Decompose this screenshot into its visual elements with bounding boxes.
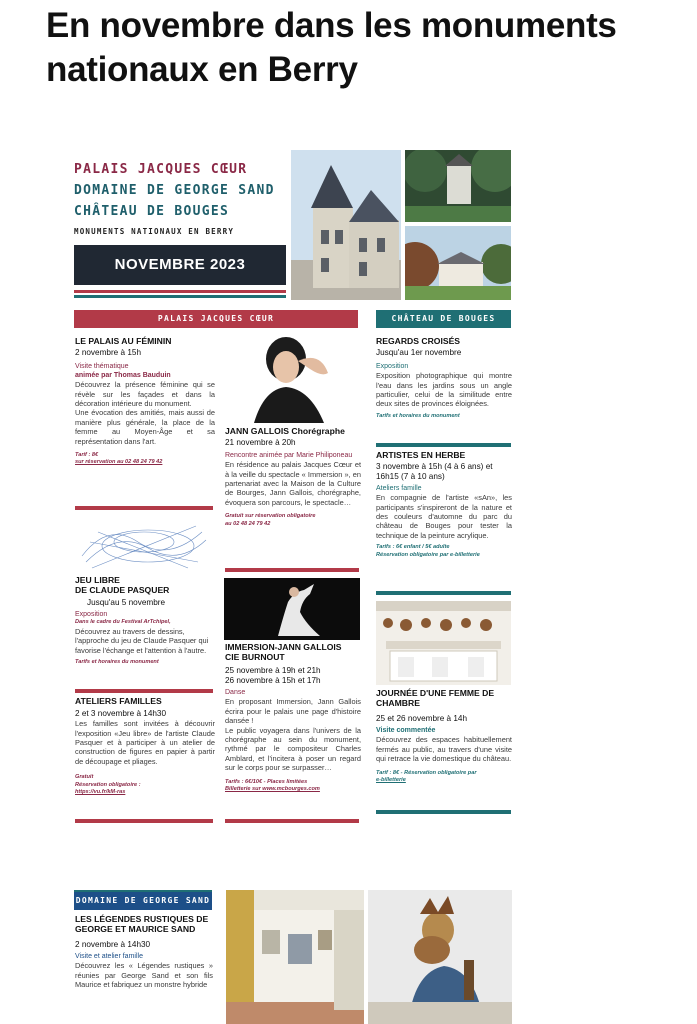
event-date-2: 26 novembre à 15h et 17h [225,676,321,686]
header-stripe-teal [74,295,286,298]
event-text: Découvrez des espaces habituellement fermés au public, au travers d'une visite qui retrace la vie domestique du château. [376,735,512,764]
event-text: En résidence au palais Jacques Cœur et à la veille du spectacle « Immersion », en partenariat avec la Maison de la Culture de Bourges, Jann Gallois, chorégraphe, évoquera son parcours, le spectacle… [225,460,361,507]
rule-ev4 [75,819,213,823]
event-title: JEU LIBRE [75,575,120,585]
month-banner: NOVEMBRE 2023 [74,245,286,285]
event-legendes-rustiques [75,914,213,990]
event-femme-de-chambre [376,688,512,784]
flyer-title-palais: PALAIS JACQUES CŒUR [74,162,248,177]
event-text: Découvrez au travers de dessins, l'approche du jeu de Claude Pasquer qui favorise l'échange et l'attention à l'autre. [75,626,209,655]
kitchen-photo [376,601,511,685]
event-flyer [72,150,516,828]
event-text: En proposant Immersion, Jann Gallois écrira pour le palais une page d'histoire dansée ! [225,697,361,726]
event-palais-feminin [75,336,215,467]
garden-photo [405,150,511,222]
event-category: Visite et atelier famille [75,953,143,961]
event-date-1: 25 novembre à 19h et 21h [225,666,321,676]
event-title: JANN GALLOIS Chorégraphe [225,426,345,436]
flyer-title-bouges: CHÂTEAU DE BOUGES [74,204,230,219]
event-billetterie-link[interactable]: e-billetterie [376,777,406,784]
event-text: Les familles sont invitées à découvrir l'exposition «Jeu libre» de l'artiste Claude Pasquer et à participer à un atelier de construction de figures en papier à partir de découpage et pliages. [75,719,215,766]
event-tarif: Tarif : 8€ - Réservation obligatoire par [376,769,477,776]
event-booking[interactable]: sur réservation au 02 48 24 79 42 [75,459,163,466]
event-tarif: Tarifs et horaires du monument [376,412,460,419]
band-sand: DOMAINE DE GEORGE SAND [74,892,212,910]
event-note: Gratuit [75,774,94,781]
event-regards-croises [376,336,512,420]
event-title: LES LÉGENDES RUSTIQUES DE GEORGE ET MAURICE SAND [75,914,209,935]
event-festival-note: Dans le cadre du Festival ArTchipel, [75,619,171,626]
event-title: IMMERSION-JANN GALLOIS [225,642,342,652]
event-title: ARTISTES EN HERBE [376,450,466,460]
event-title: REGARDS CROISÉS [376,336,461,346]
event-date: 21 novembre à 20h [225,438,296,448]
event-category: Danse [225,689,246,697]
museum-room-photo [226,890,364,1024]
event-note: Gratuit sur réservation obligatoire [225,513,316,520]
event-text: Exposition photographique qui montre l'eau dans les jardins sous un angle particulier, celui de la similitude entre deux sites de provinces éloignées. [376,371,512,409]
event-tarif: Tarifs et horaires du monument [75,659,159,666]
event-artistes-en-herbe [376,450,512,559]
event-title-2: CIE BURNOUT [225,652,285,663]
event-title: LE PALAIS AU FÉMININ [75,336,172,346]
sketch-drawing [78,512,210,572]
event-phone: au 02 48 24 79 42 [225,520,271,527]
event-category: Exposition [376,363,409,371]
event-category: Rencontre animée par Marie Philiponeau [225,452,353,460]
event-title: ATELIERS FAMILLES [75,696,162,706]
event-category: Visite thématique [75,363,129,371]
event-date: 25 et 26 novembre à 14h [376,714,468,724]
rule-ev5 [225,819,359,823]
event-ateliers-familles [75,696,215,796]
event-booking-link[interactable]: https://vu.fr/kM-ras [75,789,126,796]
event-date: 2 novembre à 14h30 [75,940,151,950]
page-headline: En novembre dans les monuments nationaux en Berry [46,6,617,89]
hybrid-monster-photo [368,890,512,1024]
castle-photo [291,150,401,300]
event-category-sub: animée par Thomas Bauduin [75,372,171,380]
flyer-title-sand: DOMAINE DE GEORGE SAND [74,183,275,198]
event-date: Jusqu'au 5 novembre [87,598,166,608]
event-billetterie-link[interactable]: Billetterie sur www.mcbourges.com [225,786,320,793]
chateau-photo [405,226,511,300]
event-tarif: Tarifs : 6€/10€ - Places limitées [225,778,308,785]
event-title-2: DE CLAUDE PASQUER [75,585,170,596]
rule-b3 [376,810,511,814]
event-jann-gallois-rencontre [225,426,361,528]
event-text: En compagnie de l'artiste «sAn», les participants s'inspireront de la nature et des couleurs d'automne du parc du château de Bouges pour tester la technique de la peinture acrylique. [376,493,512,540]
band-palais: PALAIS JACQUES CŒUR [74,310,358,328]
event-date: 3 novembre à 15h (4 à 6 ans) et 16h15 (7 à 10 ans) [376,462,493,482]
rule-ev1 [75,506,213,510]
event-category: Exposition [75,611,108,619]
event-text-2: Une évocation des amitiés, mais aussi de manière plus générale, la place de la femme au Moyen-Âge et sa représentation dans l'art. [75,408,215,446]
header-stripe-red [74,290,286,293]
portrait-photo [224,333,360,423]
event-title: JOURNÉE D'UNE FEMME DE CHAMBRE [376,688,495,709]
rule-b2 [376,591,511,595]
event-text-2: Le public voyagera dans l'univers de la chorégraphe au sein du monument, rythmé par le compositeur Charles Amblard, et l'incitera à poser un regard sur le corps pour se surpasser… [225,725,361,773]
event-booking: Réservation obligatoire par e-billetterie [376,551,480,558]
dancer-photo [224,578,360,640]
event-text: Découvrez la présence féminine qui se révèle sur les façades et dans la décoration intérieure du monument. [75,380,215,409]
event-text: Découvrez les « Légendes rustiques » réunies par George Sand et son fils Maurice et fabriquez un monstre hybride [75,961,213,990]
event-date: 2 et 3 novembre à 14h30 [75,709,167,719]
event-immersion [225,642,361,793]
event-category: Ateliers famille [376,485,422,493]
flyer-subtitle: MONUMENTS NATIONAUX EN BERRY [74,227,235,236]
rule-ev3 [75,689,213,693]
event-category: Visite commentée [376,727,436,735]
rule-b1 [376,443,511,447]
event-date: 2 novembre à 15h [75,348,141,358]
event-flyer-page-2 [72,890,516,1024]
event-date: Jusqu'au 1er novembre [376,348,462,358]
event-jeu-libre [75,575,217,666]
band-bouges: CHÂTEAU DE BOUGES [376,310,511,328]
event-tarif: Tarifs : 6€ enfant / 5€ adulte [376,544,450,551]
rule-ev2 [225,568,359,572]
event-booking-label: Réservation obligatoire : [75,781,141,788]
event-note: Tarif : 8€ [75,452,99,459]
